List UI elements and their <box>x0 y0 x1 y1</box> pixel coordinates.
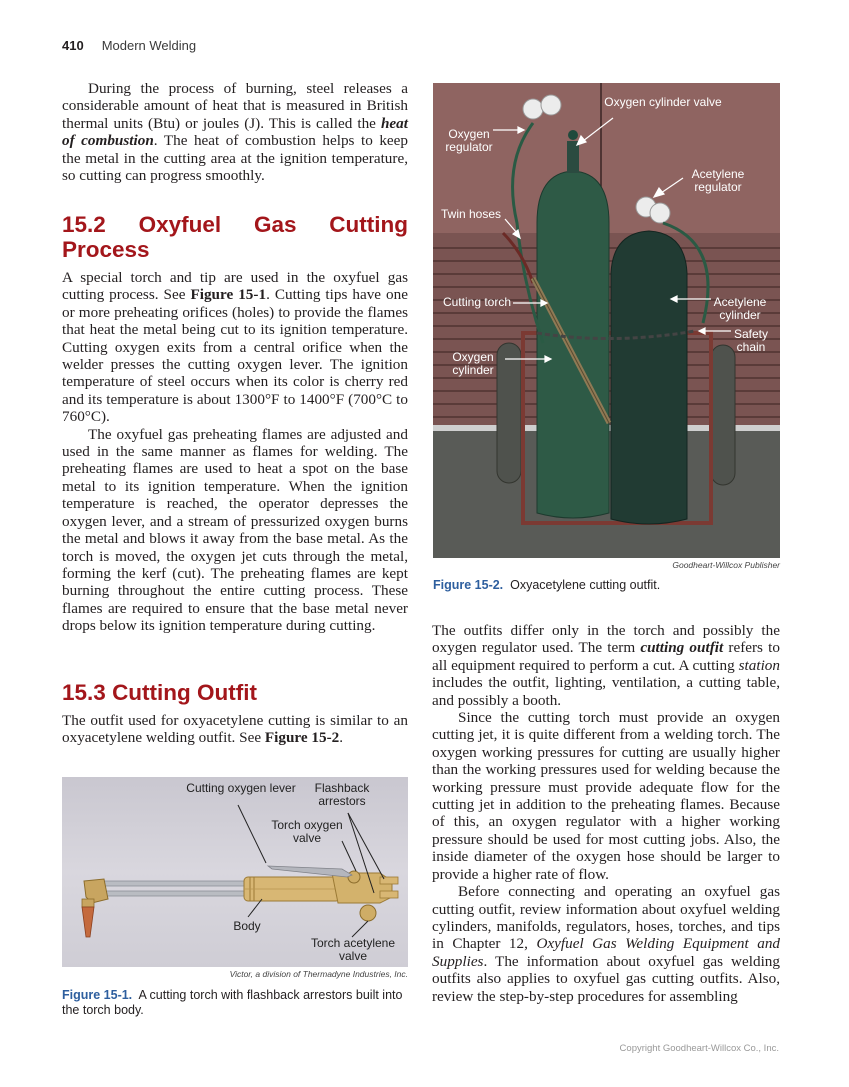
chapter-12-title: Oxyfuel Gas Welding Equipment and Supplies <box>432 935 781 970</box>
section-15-2-paragraph-2: The oxyfuel gas preheating flames are adjusted and used in the same manner as flames for welding. The preheating flames are used to heat a spot on the base metal to its ignition temperature. When the ignition temperature is reached, the operator depresses the oxygen lever, and a stream of pressurized oxygen burns the metal and blows it away from the base metal. As the torch is moved, the oxygen jet cuts through the metal, forming the kerf (cut). The preheating flames are kept burning throughout the entire cutting process. These flames are required to ensure that the base metal never drops below its ignition temperature during cutting. <box>62 425 408 635</box>
label-cutting-oxygen-lever: Cutting oxygen lever <box>186 781 296 795</box>
section-heading-15-3: 15.3 Cutting Outfit <box>62 680 258 705</box>
figure-15-1-caption: Figure 15-1. A cutting torch with flashback arrestors built into the torch body. <box>62 988 403 1017</box>
term-cutting-outfit: cutting outfit <box>640 639 724 657</box>
left-column-intro <box>62 80 408 184</box>
label-oxygen-cylinder: Oxygen cylinder <box>452 350 494 377</box>
intro-paragraph: During the process of burning, steel releases a considerable amount of heat that is measured in British thermal units (Btu) or joules (J). This is called the heat of combustion. The heat of combustion helps to keep the metal in the cutting area at the ignition temperature, so cutting can progress smoothly. <box>62 80 408 185</box>
term-heat-of-combustion: heat of combustion <box>62 114 408 150</box>
right-paragraph-3: Before connecting and operating an oxyfuel gas cutting outfit, review information about oxyfuel welding cylinders, manifolds, regulators, hoses, torches, and tips in Chapter 12, Oxyfuel Gas Welding Equipment and Supplies. The information about oxyfuel gas welding outfits also applies to oxyfuel gas cutting outfits. Also, review the step-by-step procedures for assembling <box>432 883 781 1005</box>
label-flashback-arrestors: Flashback arrestors <box>314 781 370 808</box>
label-safety-chain: Safety chain <box>733 327 769 354</box>
book-title: Modern Welding <box>101 38 197 53</box>
right-column-text <box>432 622 780 1005</box>
label-cutting-torch: Cutting torch <box>442 295 512 309</box>
section-heading-15-2: 15.2 Oxyfuel Gas Cutting Process <box>62 212 408 262</box>
section-15-2-paragraph-1: A special torch and tip are used in the oxyfuel gas cutting process. See Figure 15-1. Cutting tips have one or more preheating orifices (holes) to provide the flames that heat the metal being cut to its ignition temperature. Cutting oxygen exits from a central orifice when the welder presses the cutting oxygen lever. The ignition temperature of steel occurs when its color is cherry red and its temperature is about 1300°F to 1400°F (700°C to 760°C). <box>62 269 408 426</box>
label-body: Body <box>233 919 261 933</box>
running-head <box>62 38 196 53</box>
label-oxygen-cylinder-valve: Oxygen cylinder valve <box>604 95 722 109</box>
section-15-3 <box>62 680 408 747</box>
figure-15-1-reference[interactable]: Figure 15-1 <box>190 286 267 304</box>
figure-15-1-credit: Victor, a division of Thermadyne Industries, Inc. <box>229 969 408 979</box>
figure-15-2-credit: Goodheart-Willcox Publisher <box>672 560 780 570</box>
right-paragraph-1: The outfits differ only in the torch and possibly the oxygen regulator used. The term cutting outfit refers to all equipment required to perform a cut. A cutting station includes the outfit, lighting, ventilation, a cutting table, and possibly a booth. <box>432 622 780 709</box>
section-15-2 <box>62 212 408 635</box>
label-acetylene-cylinder: Acetylene cylinder <box>713 295 767 322</box>
term-station: station <box>738 656 780 674</box>
figure-15-2-number: Figure 15-2. <box>433 578 504 592</box>
copyright-footer: Copyright Goodheart-Willcox Co., Inc. <box>619 1043 779 1054</box>
page-number: 410 <box>62 38 84 53</box>
label-torch-acetylene-valve: Torch acetylene valve <box>310 936 396 963</box>
figure-15-2-reference[interactable]: Figure 15-2 <box>264 729 340 747</box>
label-torch-oxygen-valve: Torch oxygen valve <box>271 818 343 845</box>
figure-15-1-number: Figure 15-1. <box>62 988 133 1002</box>
right-paragraph-2: Since the cutting torch must provide an oxygen cutting jet, it is quite different from a welding torch. The oxygen working pressures for cutting are usually higher than the working pressures used for welding because the working pressure must provide adequate flow for the cutting jet in addition to the preheating flames. Because of this, an oxygen regulator with a higher working pressure should be used for most cutting jobs. Also, the inside diameter of the oxygen hose should be larger to provide a higher rate of flow. <box>432 709 780 883</box>
label-oxygen-regulator: Oxygen regulator <box>445 127 493 154</box>
section-15-3-paragraph-1: The outfit used for oxyacetylene cutting is similar to an oxyacetylene welding outfit. See Figure 15-2. <box>62 712 408 747</box>
figure-15-2-caption: Figure 15-2. Oxyacetylene cutting outfit. <box>433 578 661 592</box>
label-acetylene-regulator: Acetylene regulator <box>691 167 745 194</box>
label-twin-hoses: Twin hoses <box>440 207 502 221</box>
figure-15-1-photo <box>62 777 408 967</box>
figure-15-2-photo <box>433 83 780 558</box>
